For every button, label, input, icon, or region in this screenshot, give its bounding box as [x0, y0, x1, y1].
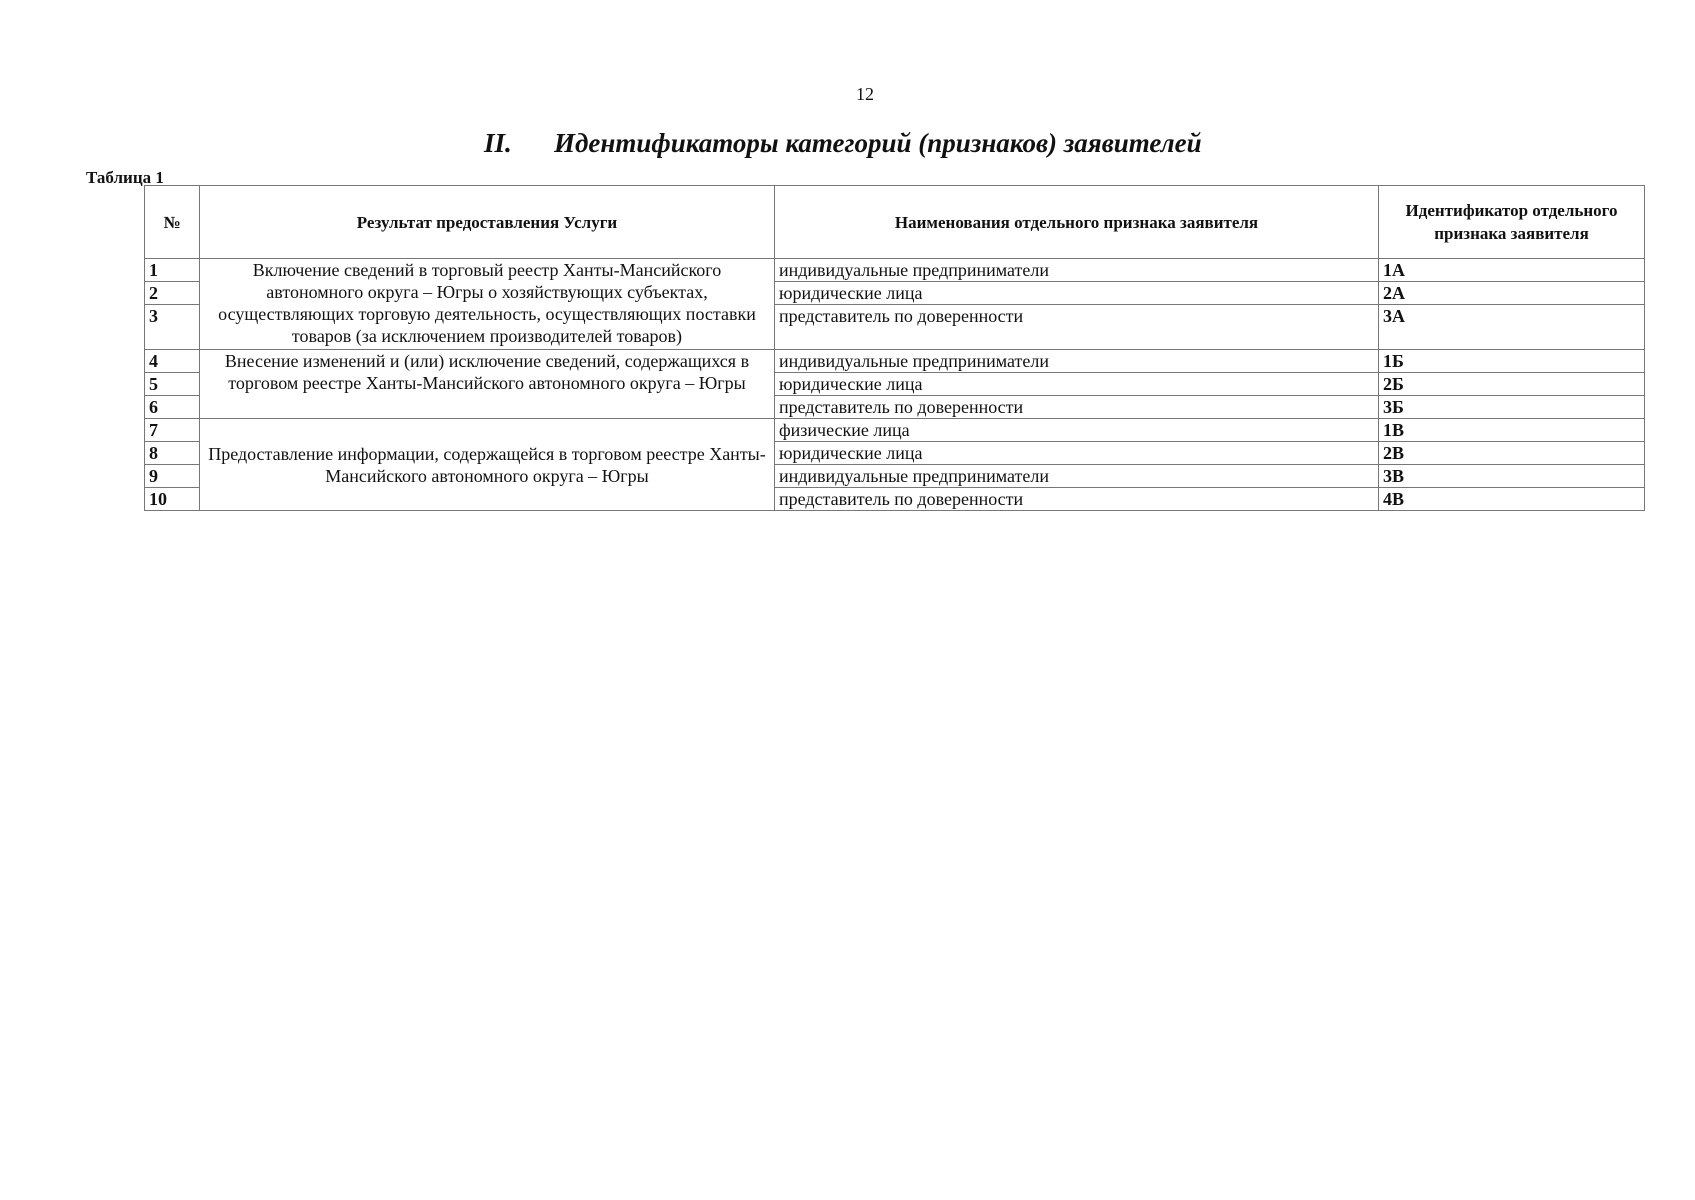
table-row [145, 350, 1645, 373]
applicant-feature-name: представитель по доверенности [775, 305, 1379, 350]
table-header-row [145, 186, 1645, 259]
identifiers-table [144, 185, 1645, 511]
applicant-feature-id: 3Б [1379, 396, 1645, 419]
row-number: 3 [145, 305, 200, 350]
row-number: 7 [145, 419, 200, 442]
section-title: Идентификаторы категорий (признаков) заявителей [554, 128, 1202, 158]
header-ident: Идентификатор отдельного признака заявителя [1379, 186, 1645, 259]
service-result: Предоставление информации, содержащейся в торговом реестре Ханты-Мансийского автономного округа – Югры [200, 419, 775, 511]
applicant-feature-id: 1В [1379, 419, 1645, 442]
service-result: Внесение изменений и (или) исключение сведений, содержащихся в торговом реестре Ханты-Мансийского автономного округа – Югры [200, 350, 775, 419]
row-number: 2 [145, 282, 200, 305]
table-caption: Таблица 1 [86, 168, 164, 187]
section-number: II. [484, 128, 512, 158]
applicant-feature-name: представитель по доверенности [775, 488, 1379, 511]
table-row [145, 259, 1645, 282]
row-number: 9 [145, 465, 200, 488]
applicant-feature-name: представитель по доверенности [775, 396, 1379, 419]
applicant-feature-id: 3В [1379, 465, 1645, 488]
applicant-feature-name: юридические лица [775, 282, 1379, 305]
row-number: 10 [145, 488, 200, 511]
row-number: 6 [145, 396, 200, 419]
applicant-feature-name: индивидуальные предприниматели [775, 465, 1379, 488]
applicant-feature-id: 2Б [1379, 373, 1645, 396]
row-number: 1 [145, 259, 200, 282]
applicant-feature-id: 1А [1379, 259, 1645, 282]
applicant-feature-name: индивидуальные предприниматели [775, 350, 1379, 373]
applicant-feature-id: 2В [1379, 442, 1645, 465]
header-result: Результат предоставления Услуги [200, 186, 775, 259]
table-row [145, 419, 1645, 442]
applicant-feature-name: юридические лица [775, 442, 1379, 465]
service-result: Включение сведений в торговый реестр Ханты-Мансийского автономного округа – Югры о хозяйствующих субъектах, осуществляющих торговую деятельность, осуществляющих поставки товаров (за исключением производителей товаров) [200, 259, 775, 350]
applicant-feature-name: индивидуальные предприниматели [775, 259, 1379, 282]
header-num: № [145, 186, 200, 259]
header-name: Наименования отдельного признака заявителя [775, 186, 1379, 259]
applicant-feature-id: 1Б [1379, 350, 1645, 373]
row-number: 4 [145, 350, 200, 373]
applicant-feature-id: 4В [1379, 488, 1645, 511]
page-number: 12 [856, 84, 874, 104]
applicant-feature-id: 3А [1379, 305, 1645, 350]
applicant-feature-id: 2А [1379, 282, 1645, 305]
applicant-feature-name: юридические лица [775, 373, 1379, 396]
section-heading [484, 128, 1202, 159]
row-number: 5 [145, 373, 200, 396]
row-number: 8 [145, 442, 200, 465]
applicant-feature-name: физические лица [775, 419, 1379, 442]
